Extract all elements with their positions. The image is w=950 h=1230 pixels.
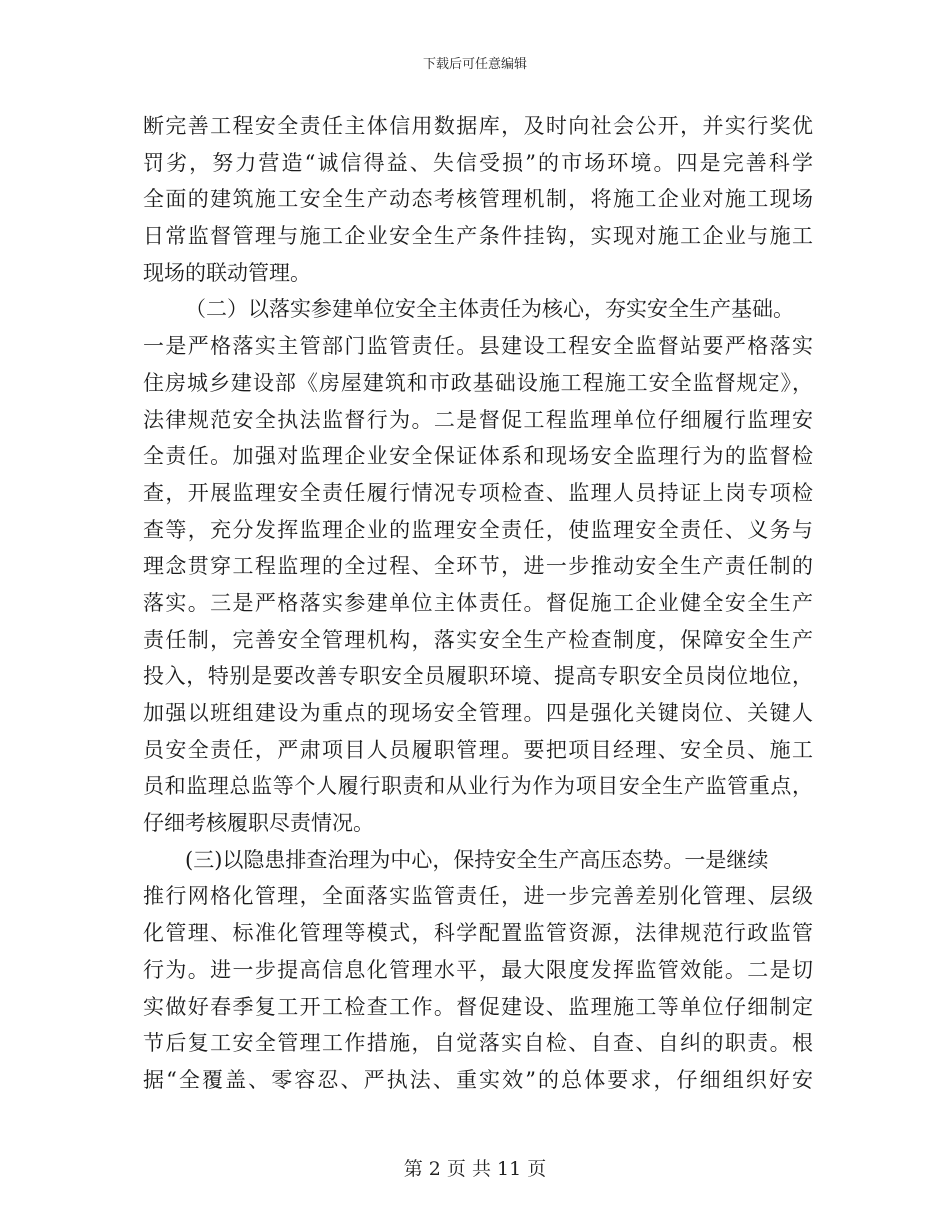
body-line: 加强以班组建设为重点的现场安全管理。四是强化关键岗位、关键人	[143, 701, 813, 725]
body-line-paragraph-start: (三)以隐患排查治理为中心，保持安全生产高压态势。一是继续	[185, 847, 769, 872]
body-line: 化管理、标准化管理等模式，科学配置监管资源，法律规范行政监管	[143, 921, 813, 946]
body-line: 罚劣，努力营造“诚信得益、失信受损”的市场环境。四是完善科学	[143, 150, 813, 175]
body-line: 理念贯穿工程监理的全过程、全环节，进一步推动安全生产责任制的	[143, 554, 813, 579]
body-line: 全责任。加强对监理企业安全保证体系和现场安全监理行为的监督检	[143, 444, 813, 469]
body-line: 据“全覆盖、零容忍、严执法、重实效”的总体要求，仔细组织好安	[143, 1067, 813, 1092]
body-line: 法律规范安全执法监督行为。二是督促工程监理单位仔细履行监理安	[143, 407, 813, 432]
body-line: 责任制，完善安全管理机构，落实安全生产检查制度，保障安全生产	[143, 627, 813, 652]
body-line: 落实。三是严格落实参建单位主体责任。督促施工企业健全安全生产	[143, 590, 813, 615]
body-line: 员安全责任，严肃项目人员履职管理。要把项目经理、安全员、施工	[143, 737, 813, 762]
body-line: 仔细考核履职尽责情况。	[143, 811, 374, 836]
page-number: 第 2 页 共 11 页	[403, 1158, 547, 1180]
header-note: 下载后可任意编辑	[422, 57, 527, 72]
body-line: 行为。进一步提高信息化管理水平，最大限度发挥监管效能。二是切	[143, 957, 813, 982]
body-line: 实做好春季复工开工检查工作。督促建设、监理施工等单位仔细制定	[143, 994, 813, 1019]
body-line: 住房城乡建设部《房屋建筑和市政基础设施工程施工安全监督规定》，	[143, 370, 813, 395]
body-line: 员和监理总监等个人履行职责和从业行为作为项目安全生产监管重点，	[143, 774, 813, 799]
body-line: 查等，充分发挥监理企业的监理安全责任，使监理安全责任、义务与	[143, 517, 813, 542]
document-body	[143, 108, 813, 1099]
body-line: 日常监督管理与施工企业安全生产条件挂钩，实现对施工企业与施工	[143, 224, 813, 249]
body-line: 现场的联动管理。	[143, 260, 311, 285]
body-line: 全面的建筑施工安全生产动态考核管理机制，将施工企业对施工现场	[143, 187, 813, 212]
body-line-paragraph-start: （二）以落实参建单位安全主体责任为核心，夯实安全生产基础。	[185, 297, 794, 322]
body-line: 推行网格化管理，全面落实监管责任，进一步完善差别化管理、层级	[143, 884, 813, 909]
body-line: 投入，特别是要改善专职安全员履职环境、提高专职安全员岗位地位，	[143, 664, 813, 689]
body-line: 节后复工安全管理工作措施，自觉落实自检、自查、自纠的职责。根	[143, 1031, 813, 1056]
body-line: 查，开展监理安全责任履行情况专项检查、监理人员持证上岗专项检	[143, 480, 813, 505]
body-line: 断完善工程安全责任主体信用数据库，及时向社会公开，并实行奖优	[143, 114, 813, 138]
body-line: 一是严格落实主管部门监管责任。县建设工程安全监督站要严格落实	[143, 334, 813, 359]
